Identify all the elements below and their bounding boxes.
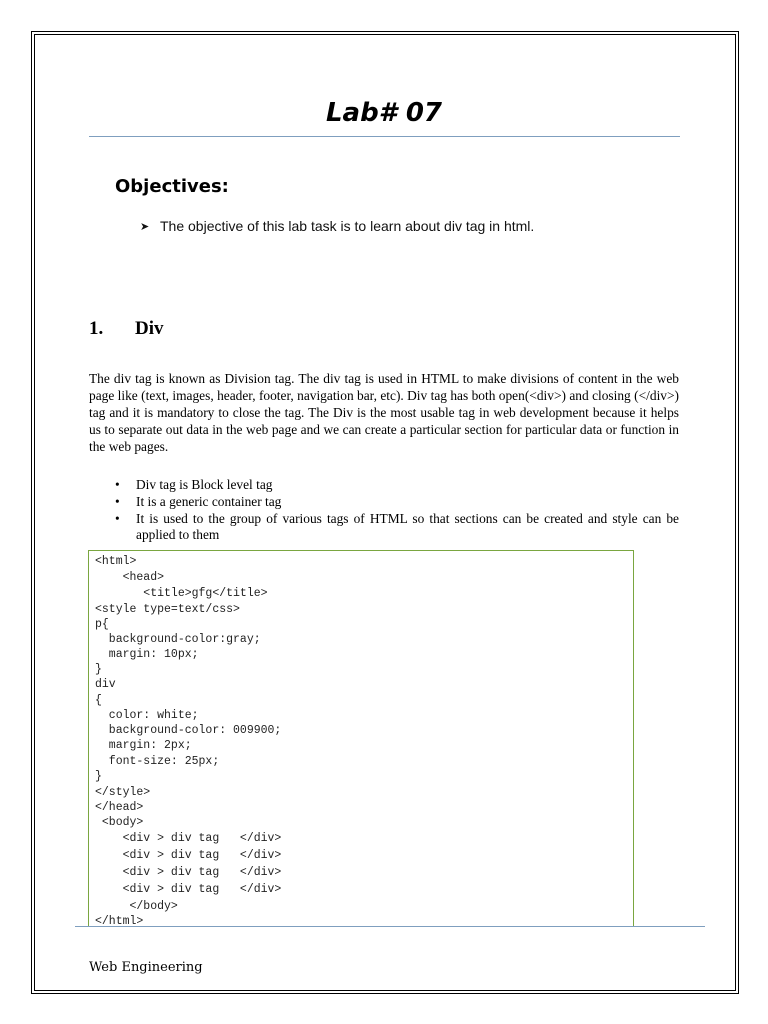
title-divider xyxy=(89,136,680,137)
list-item xyxy=(89,494,679,510)
section-number: 1. xyxy=(89,318,104,339)
footer-divider xyxy=(75,926,705,927)
arrow-bullet-icon: ➤ xyxy=(140,220,150,233)
section-heading xyxy=(89,318,164,340)
list-item xyxy=(89,477,679,493)
code-line: margin: 2px; xyxy=(95,739,192,752)
code-line: margin: 10px; xyxy=(95,648,199,661)
code-line: color: white; xyxy=(95,709,199,722)
code-line: <head> xyxy=(95,571,165,584)
code-line: <div > div tag </div> xyxy=(95,883,282,896)
code-line: } xyxy=(95,770,102,783)
code-line: background-color: 009900; xyxy=(95,724,282,737)
code-line: <div > div tag </div> xyxy=(95,832,282,845)
section-title: Div xyxy=(135,318,164,339)
code-line: p{ xyxy=(95,618,109,631)
code-line: <div > div tag </div> xyxy=(95,849,282,862)
code-line: font-size: 25px; xyxy=(95,755,220,768)
code-line: } xyxy=(95,663,102,676)
bullet-dot-icon: • xyxy=(115,477,120,492)
code-line: <body> xyxy=(95,816,144,829)
code-line: </style> xyxy=(95,786,151,799)
code-line: <div > div tag </div> xyxy=(95,866,282,879)
code-line: div xyxy=(95,678,116,691)
bullet-list xyxy=(89,477,679,544)
section-paragraph: The div tag is known as Division tag. The div tag is used in HTML to make divisions of content in the web page like (text, images, header, footer, navigation bar, etc). Div tag has both open(<div>) and closing (</div>) tag and it is mandatory to close the tag. The Div is the most usable tag in web development because it helps us to separate out data in the web page and we can create a particular section for particular data or function in the web pages. xyxy=(89,371,679,454)
code-block xyxy=(88,550,634,927)
code-line: { xyxy=(95,694,102,707)
list-item-text: It is a generic container tag xyxy=(136,494,282,509)
code-line: </html> xyxy=(95,915,144,927)
list-item-text: Div tag is Block level tag xyxy=(136,477,273,492)
code-line: background-color:gray; xyxy=(95,633,261,646)
code-line: <title>gfg</title> xyxy=(95,587,268,600)
objectives-heading: Objectives: xyxy=(115,176,229,197)
bullet-dot-icon: • xyxy=(115,494,120,509)
page-title: Lab# 07 xyxy=(325,98,443,128)
code-line: </head> xyxy=(95,801,144,814)
objective-item xyxy=(140,218,534,234)
bullet-dot-icon: • xyxy=(115,511,120,526)
footer-text: Web Engineering xyxy=(89,960,203,975)
list-item xyxy=(89,511,679,543)
list-item-text: It is used to the group of various tags of HTML so that sections can be created and style can be applied to them xyxy=(136,511,679,542)
code-line: <html> xyxy=(95,555,137,568)
objective-text: The objective of this lab task is to learn about div tag in html. xyxy=(160,218,535,234)
code-line: </body> xyxy=(95,900,178,913)
code-line: <style type=text/css> xyxy=(95,603,240,616)
